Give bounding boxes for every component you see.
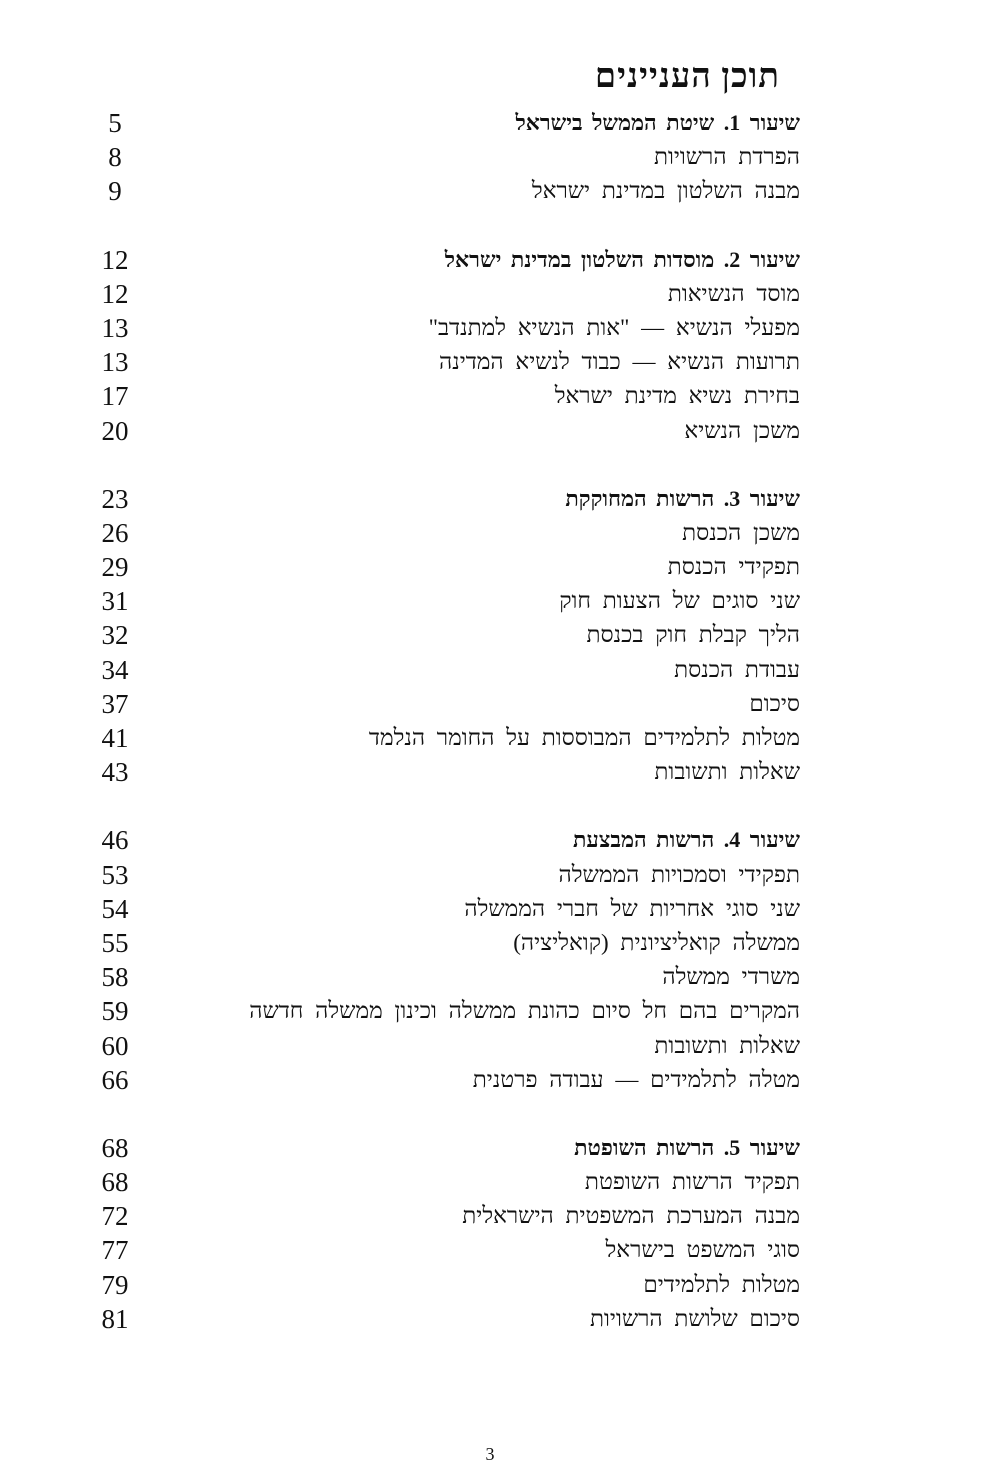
toc-page-number: 20 [101,415,129,446]
toc-page-number: 13 [101,312,129,343]
toc-entry-text: תפקידי הכנסת [667,554,800,580]
toc-entry-text: מבנה המערכת המשפטית הישראלית [462,1203,800,1229]
toc-page-number: 79 [101,1269,129,1300]
toc-entry-text: מבנה השלטון במדינת ישראל [531,178,800,204]
toc-page-number: 29 [101,552,129,583]
toc-page-number: 60 [101,1030,129,1061]
toc-entry-text: משכן הנשיא [684,417,800,443]
toc-page-number: 68 [101,1132,129,1163]
toc-page-number: 58 [101,962,129,993]
toc-page-number: 37 [101,688,129,719]
toc-entry-text: מטלה לתלמידים — עבודה פרטנית [472,1066,800,1092]
toc-entry [80,687,800,721]
toc-section-heading [80,1131,800,1165]
toc-entry-text: משרדי ממשלה [662,964,800,990]
toc-entry-text: שאלות ותשובות [654,1032,800,1058]
toc-section-heading [80,823,800,857]
toc-section-heading [80,243,800,277]
toc-page-number: 43 [101,757,129,788]
toc-page-number: 77 [101,1235,129,1266]
toc-entry-text: תפקידי וסמכויות הממשלה [558,861,800,887]
toc-entry-text: משכן הכנסת [682,519,800,545]
toc-heading-text: שיעור 1. שיטת הממשל בישראל [515,110,800,135]
toc-entry-text: סוגי המשפט בישראל [605,1237,800,1263]
toc-entry-text: הפרדת הרשויות [653,144,800,170]
toc-page-number: 68 [101,1167,129,1198]
toc-entry [80,926,800,960]
toc-page-number: 53 [101,859,129,890]
toc-entry-text: עבודת הכנסת [674,656,800,682]
toc-entry-text: סיכום שלושת הרשויות [590,1305,800,1331]
toc-entry [80,414,800,448]
toc-heading-text: שיעור 4. הרשות המבצעת [572,827,800,853]
toc-entry [80,277,800,311]
toc-entry [80,1165,800,1199]
toc-entry [80,174,800,208]
toc-page-number: 8 [108,142,122,173]
toc-page-number: 46 [101,825,129,856]
toc-page-number: 81 [101,1303,129,1334]
toc-entry-text: שני סוגי אחריות של חברי הממשלה [464,895,800,921]
toc-heading-text: שיעור 2. מוסדות השלטון במדינת ישראל [444,246,800,272]
toc-heading-text: שיעור 3. הרשות המחוקקת [565,485,800,511]
table-of-contents [80,106,800,1336]
toc-entry [80,858,800,892]
toc-entry [80,960,800,994]
toc-entry [80,140,800,174]
toc-entry-text: מפעלי הנשיא — "אות הנשיא למתנדב" [428,314,800,340]
toc-entry [80,1302,800,1336]
toc-entry [80,516,800,550]
toc-entry-text: מטלות לתלמידים המבוססות על החומר הנלמד [368,725,800,750]
toc-page-number: 17 [101,381,129,412]
toc-entry-text: שני סוגים של הצעות חוק [559,588,800,614]
page-title: תוכן העניינים [594,58,780,95]
toc-section-heading [80,106,800,140]
toc-page-number: 9 [108,176,122,207]
toc-entry [80,550,800,584]
toc-entry [80,1233,800,1267]
toc-entry-text: מטלות לתלמידים [643,1271,800,1297]
toc-entry-text: תרועות הנשיא — כבוד לנשיא המדינה [438,349,800,375]
toc-entry [80,1199,800,1233]
toc-entry [80,584,800,618]
toc-page-number: 34 [101,654,129,685]
toc-entry [80,379,800,413]
toc-entry-text: ממשלה קואליציונית (קואליציה) [513,929,800,955]
toc-entry [80,721,800,755]
toc-entry [80,892,800,926]
toc-entry [80,1029,800,1063]
toc-page-number: 59 [101,996,129,1027]
toc-entry [80,653,800,687]
toc-page-number: 26 [101,517,129,548]
toc-page-number: 5 [108,108,122,138]
toc-entry [80,1063,800,1097]
toc-page-number: 12 [101,278,129,309]
toc-page-number: 23 [101,483,129,514]
toc-entry-text: הליך קבלת חוק בכנסת [586,622,800,648]
page-number: 3 [485,1444,495,1464]
toc-entry [80,311,800,345]
toc-entry-text: המקרים בהם חל סיום כהונת ממשלה וכינון ממשלה חדשה [249,998,800,1024]
toc-entry [80,755,800,789]
toc-page-number: 41 [101,723,129,753]
toc-entry-text: מוסד הנשיאות [667,280,800,306]
toc-page-number: 55 [101,927,129,958]
toc-entry-text: תפקיד הרשות השופטת [584,1169,800,1195]
toc-entry [80,1268,800,1302]
toc-page-number: 54 [101,893,129,924]
toc-entry [80,994,800,1028]
toc-section-heading [80,482,800,516]
toc-page-number: 31 [101,586,129,617]
toc-entry-text: סיכום [749,690,800,716]
toc-entry [80,345,800,379]
toc-entry-text: שאלות ותשובות [654,759,800,785]
toc-entry [80,618,800,652]
toc-page-number: 13 [101,347,129,378]
toc-heading-text: שיעור 5. הרשות השופטת [574,1134,800,1160]
toc-page-number: 72 [101,1201,129,1232]
toc-page-number: 66 [101,1064,129,1095]
toc-page-number: 32 [101,620,129,651]
toc-page-number: 12 [101,244,129,275]
toc-entry-text: בחירת נשיא מדינת ישראל [554,383,800,409]
